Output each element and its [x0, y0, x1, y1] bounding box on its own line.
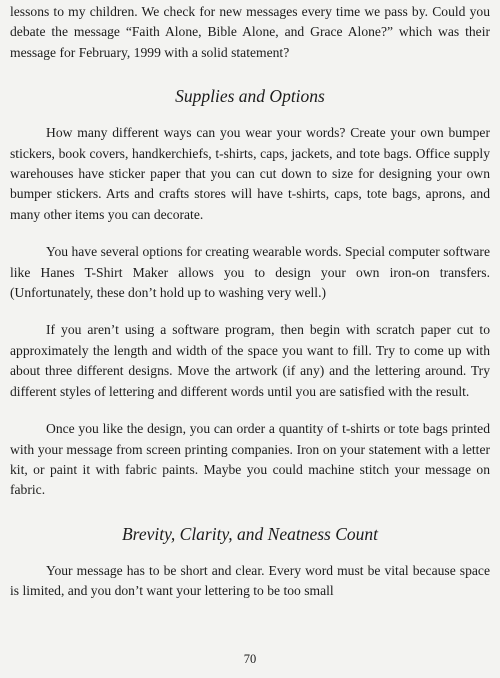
- spacer: [10, 225, 490, 242]
- spacer: [10, 501, 490, 523]
- spacer: [10, 303, 490, 320]
- paragraph-wear-words: How many different ways can you wear your words? Create your own bumper stickers, book covers, handkerchiefs, t-shirts, caps, jackets, and tote bags. Office supply warehouses have sticker paper that you can cut down to size for designing your own bumper stickers. Arts and crafts stores will have t-shirts, caps, tote bags, aprons, and many other items you can decorate.: [10, 125, 490, 222]
- paragraph-continuation: lessons to my children. We check for new messages every time we pass by. Could you debate the message “Faith Alone, Bible Alone, and Grace Alone?” which was their message for February, 1999 with a solid statement?: [10, 4, 490, 60]
- spacer: [10, 107, 490, 123]
- spacer: [10, 545, 490, 561]
- section-heading-supplies: Supplies and Options: [175, 86, 325, 107]
- paragraph-scratch-paper: If you aren’t using a software program, then begin with scratch paper cut to approximately the length and width of the space you want to fill. Try to come up with about three different designs. Move the artwork (if any) and the lettering around. Try different styles of lettering and different words until you are satisfied with the result.: [10, 322, 490, 399]
- paragraph-options: You have several options for creating wearable words. Special computer software like Hanes T-Shirt Maker allows you to design your own iron-on transfers. (Unfortunately, these don’t hold up to washing very well.): [10, 244, 490, 301]
- paragraph-design: Once you like the design, you can order a quantity of t-shirts or tote bags printed with your message from screen printing companies. Iron on your statement with a letter kit, or paint it with fabric paints. Maybe you could machine stitch your message on fabric.: [10, 421, 490, 498]
- spacer: [10, 402, 490, 419]
- spacer: [10, 63, 490, 85]
- book-page: [10, 2, 490, 676]
- section-heading-brevity: Brevity, Clarity, and Neatness Count: [121, 523, 378, 544]
- page-number: 70: [243, 652, 257, 666]
- paragraph-message-short: Your message has to be short and clear. Every word must be vital because space is limited, and you don’t want your lettering to be too small: [10, 562, 490, 599]
